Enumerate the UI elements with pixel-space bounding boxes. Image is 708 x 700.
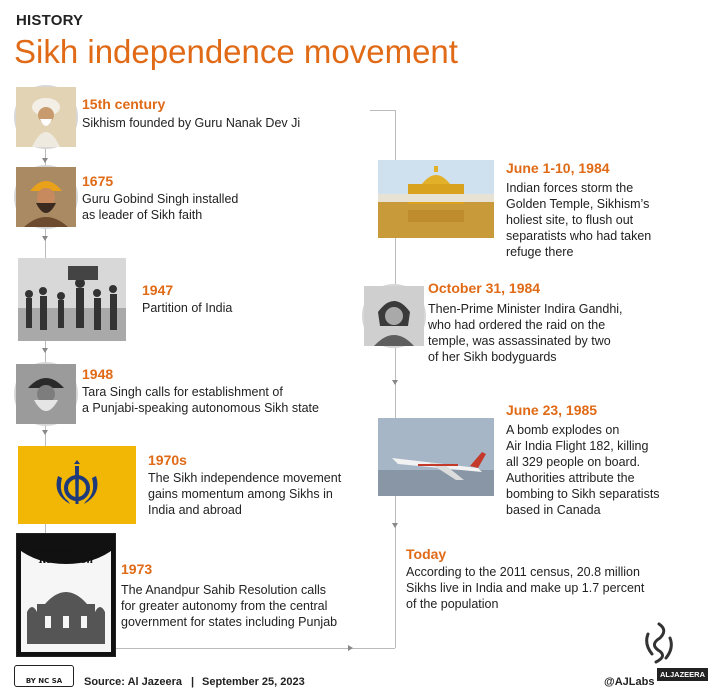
event-description: The Sikh independence movement gains momentum among Sikhs in India and abroad — [148, 471, 342, 517]
guru-nanak-portrait — [14, 85, 78, 149]
event-year: Today — [406, 546, 447, 562]
khanda-icon — [18, 446, 136, 524]
tara-singh-portrait — [14, 362, 78, 426]
event-description: A bomb explodes on Air India Flight 182, killing all 329 people on board. Authorities attribute the bombing to Sikh separatists based in Canada — [506, 423, 660, 517]
footer-credit: @AJLabs — [604, 676, 655, 688]
event-description: According to the 2011 census, 20.8 million Sikhs live in India and make up 1.7 percent of the population — [406, 565, 645, 611]
section-kicker: HISTORY — [16, 12, 84, 29]
cc-license-text: BY NC SA — [25, 677, 63, 685]
arrow-icon — [42, 348, 48, 353]
event-description: Partition of India — [142, 301, 233, 315]
timeline-line-top — [370, 110, 396, 111]
arrow-icon — [42, 236, 48, 241]
anandpur-sahib-resolution-image — [16, 533, 116, 657]
aljazeera-badge: ALJAZEERA — [657, 668, 708, 681]
arrow-icon — [42, 158, 48, 163]
golden-temple-photo — [378, 160, 494, 238]
arrow-icon — [42, 430, 48, 435]
aljazeera-logo — [638, 620, 680, 666]
footer-source: Source: Al Jazeera — [84, 676, 183, 688]
page-title: Sikh independence movement — [14, 33, 458, 70]
arrow-icon — [392, 523, 398, 528]
footer-separator: | — [191, 676, 195, 688]
event-year: June 1-10, 1984 — [506, 160, 610, 176]
creative-commons-badge — [14, 665, 74, 687]
event-year: 1970s — [148, 452, 187, 468]
event-year: 1947 — [142, 282, 174, 298]
air-india-plane-photo — [378, 418, 494, 496]
event-year: 15th century — [82, 96, 166, 112]
indira-gandhi-portrait — [362, 284, 426, 348]
arrow-right-icon — [348, 645, 353, 651]
footer-date: September 25, 2023 — [202, 676, 305, 688]
event-description: Then-Prime Minister Indira Gandhi, who had ordered the raid on the temple, was assassinated by two of her Sikh bodyguards — [428, 302, 623, 364]
resolution-image-caption: Anandpur Sahib Resolution — [25, 546, 107, 566]
guru-gobind-singh-portrait — [14, 165, 78, 229]
event-year: June 23, 1985 — [506, 402, 598, 418]
event-year: 1675 — [82, 173, 114, 189]
event-description: Guru Gobind Singh installed as leader of Sikh faith — [82, 192, 239, 222]
partition-photo — [18, 258, 126, 341]
event-description: The Anandpur Sahib Resolution calls for greater autonomy from the central government for states including Punjab — [121, 583, 338, 629]
khalistan-flag — [18, 446, 136, 524]
event-description: Tara Singh calls for establishment of a Punjabi-speaking autonomous Sikh state — [82, 385, 319, 415]
event-description: Sikhism founded by Guru Nanak Dev Ji — [82, 116, 301, 130]
event-year: October 31, 1984 — [428, 280, 541, 296]
event-year: 1948 — [82, 366, 114, 382]
event-description: Indian forces storm the Golden Temple, Sikhism’s holiest site, to flush out separatists who had taken refuge there — [506, 181, 652, 259]
arrow-icon — [392, 380, 398, 385]
event-year: 1973 — [121, 561, 153, 577]
